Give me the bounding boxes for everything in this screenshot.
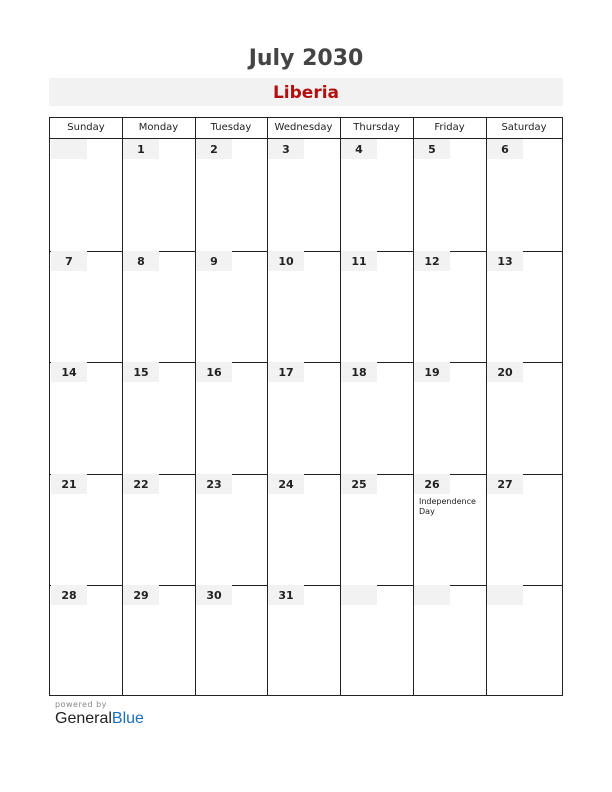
day-number: 4 [355,143,363,156]
day-cell[interactable] [123,251,195,363]
day-number: 3 [282,143,290,156]
day-cell[interactable] [196,585,267,697]
page-title: July 2030 [248,46,364,71]
day-cell[interactable] [123,585,195,697]
day-number: 25 [351,477,367,491]
day-number: 23 [206,477,222,491]
day-number: 9 [210,254,218,268]
day-number: 24 [278,477,294,491]
day-cell[interactable] [414,362,486,474]
day-cell[interactable] [414,139,486,251]
day-number: 22 [133,477,149,491]
day-cell[interactable] [123,474,195,586]
day-number: 2 [210,143,218,156]
day-cell[interactable] [487,474,562,586]
day-cell[interactable] [487,139,562,251]
country-banner [49,78,563,106]
brand-general: General [55,710,112,727]
weekday-wednesday: Wednesday [274,122,333,133]
weekday-saturday: Saturday [501,122,547,133]
day-cell[interactable] [51,585,122,697]
day-cell[interactable] [268,585,340,697]
day-cell[interactable] [123,139,195,251]
day-number: 20 [497,366,513,380]
weekday-thursday: Thursday [353,122,400,133]
weekday-sunday: Sunday [67,122,105,133]
day-cell[interactable] [341,251,413,363]
day-number: 30 [206,589,222,603]
day-number: 31 [278,589,294,603]
day-number: 11 [351,254,367,268]
brand-logo[interactable] [55,710,144,728]
calendar-grid [49,117,563,696]
day-cell[interactable] [341,139,413,251]
day-number: 26 [424,477,440,491]
weekday-tuesday: Tuesday [210,122,252,133]
country-name: Liberia [272,83,340,103]
day-number: 27 [497,477,513,491]
day-number-box [51,139,87,159]
powered-by-text: powered by [55,700,107,709]
day-cell[interactable] [196,251,267,363]
day-cell[interactable] [196,139,267,251]
day-cell[interactable] [414,585,486,697]
day-cell[interactable] [123,362,195,474]
day-cell[interactable] [51,139,122,251]
weekday-friday: Friday [434,122,465,133]
day-cell[interactable] [414,251,486,363]
day-cell[interactable] [268,139,340,251]
day-cell[interactable] [341,362,413,474]
day-cell[interactable] [51,474,122,586]
day-number: 13 [497,254,513,268]
day-number: 8 [137,254,145,268]
day-number: 6 [501,143,509,156]
day-cell[interactable] [268,251,340,363]
day-number: 28 [61,589,77,603]
day-number: 19 [424,366,440,380]
weekday-monday: Monday [138,122,179,133]
day-cell[interactable] [268,362,340,474]
day-number-box [414,585,450,605]
day-number: 15 [133,366,149,380]
day-number: 1 [137,143,145,156]
day-cell[interactable] [414,474,486,586]
day-cell[interactable] [51,251,122,363]
day-cell[interactable] [196,474,267,586]
holiday-label: Independence Day [419,496,476,516]
day-number-box [487,585,523,605]
day-cell[interactable] [268,474,340,586]
day-cell[interactable] [487,585,562,697]
day-number: 21 [61,477,77,491]
day-number: 29 [133,589,149,603]
day-cell[interactable] [487,251,562,363]
day-number: 14 [61,366,77,380]
brand-blue: Blue [111,710,144,727]
day-cell[interactable] [341,585,413,697]
day-number: 16 [206,366,222,380]
day-number: 7 [65,254,73,268]
day-cell[interactable] [487,362,562,474]
day-cell[interactable] [341,474,413,586]
day-number: 12 [424,254,440,268]
day-number: 10 [278,254,294,268]
day-number-box [341,585,377,605]
day-number: 18 [351,366,367,380]
day-cell[interactable] [51,362,122,474]
day-cell[interactable] [196,362,267,474]
day-number: 5 [428,143,436,156]
day-number: 17 [278,366,294,380]
footer-branding [55,700,144,728]
